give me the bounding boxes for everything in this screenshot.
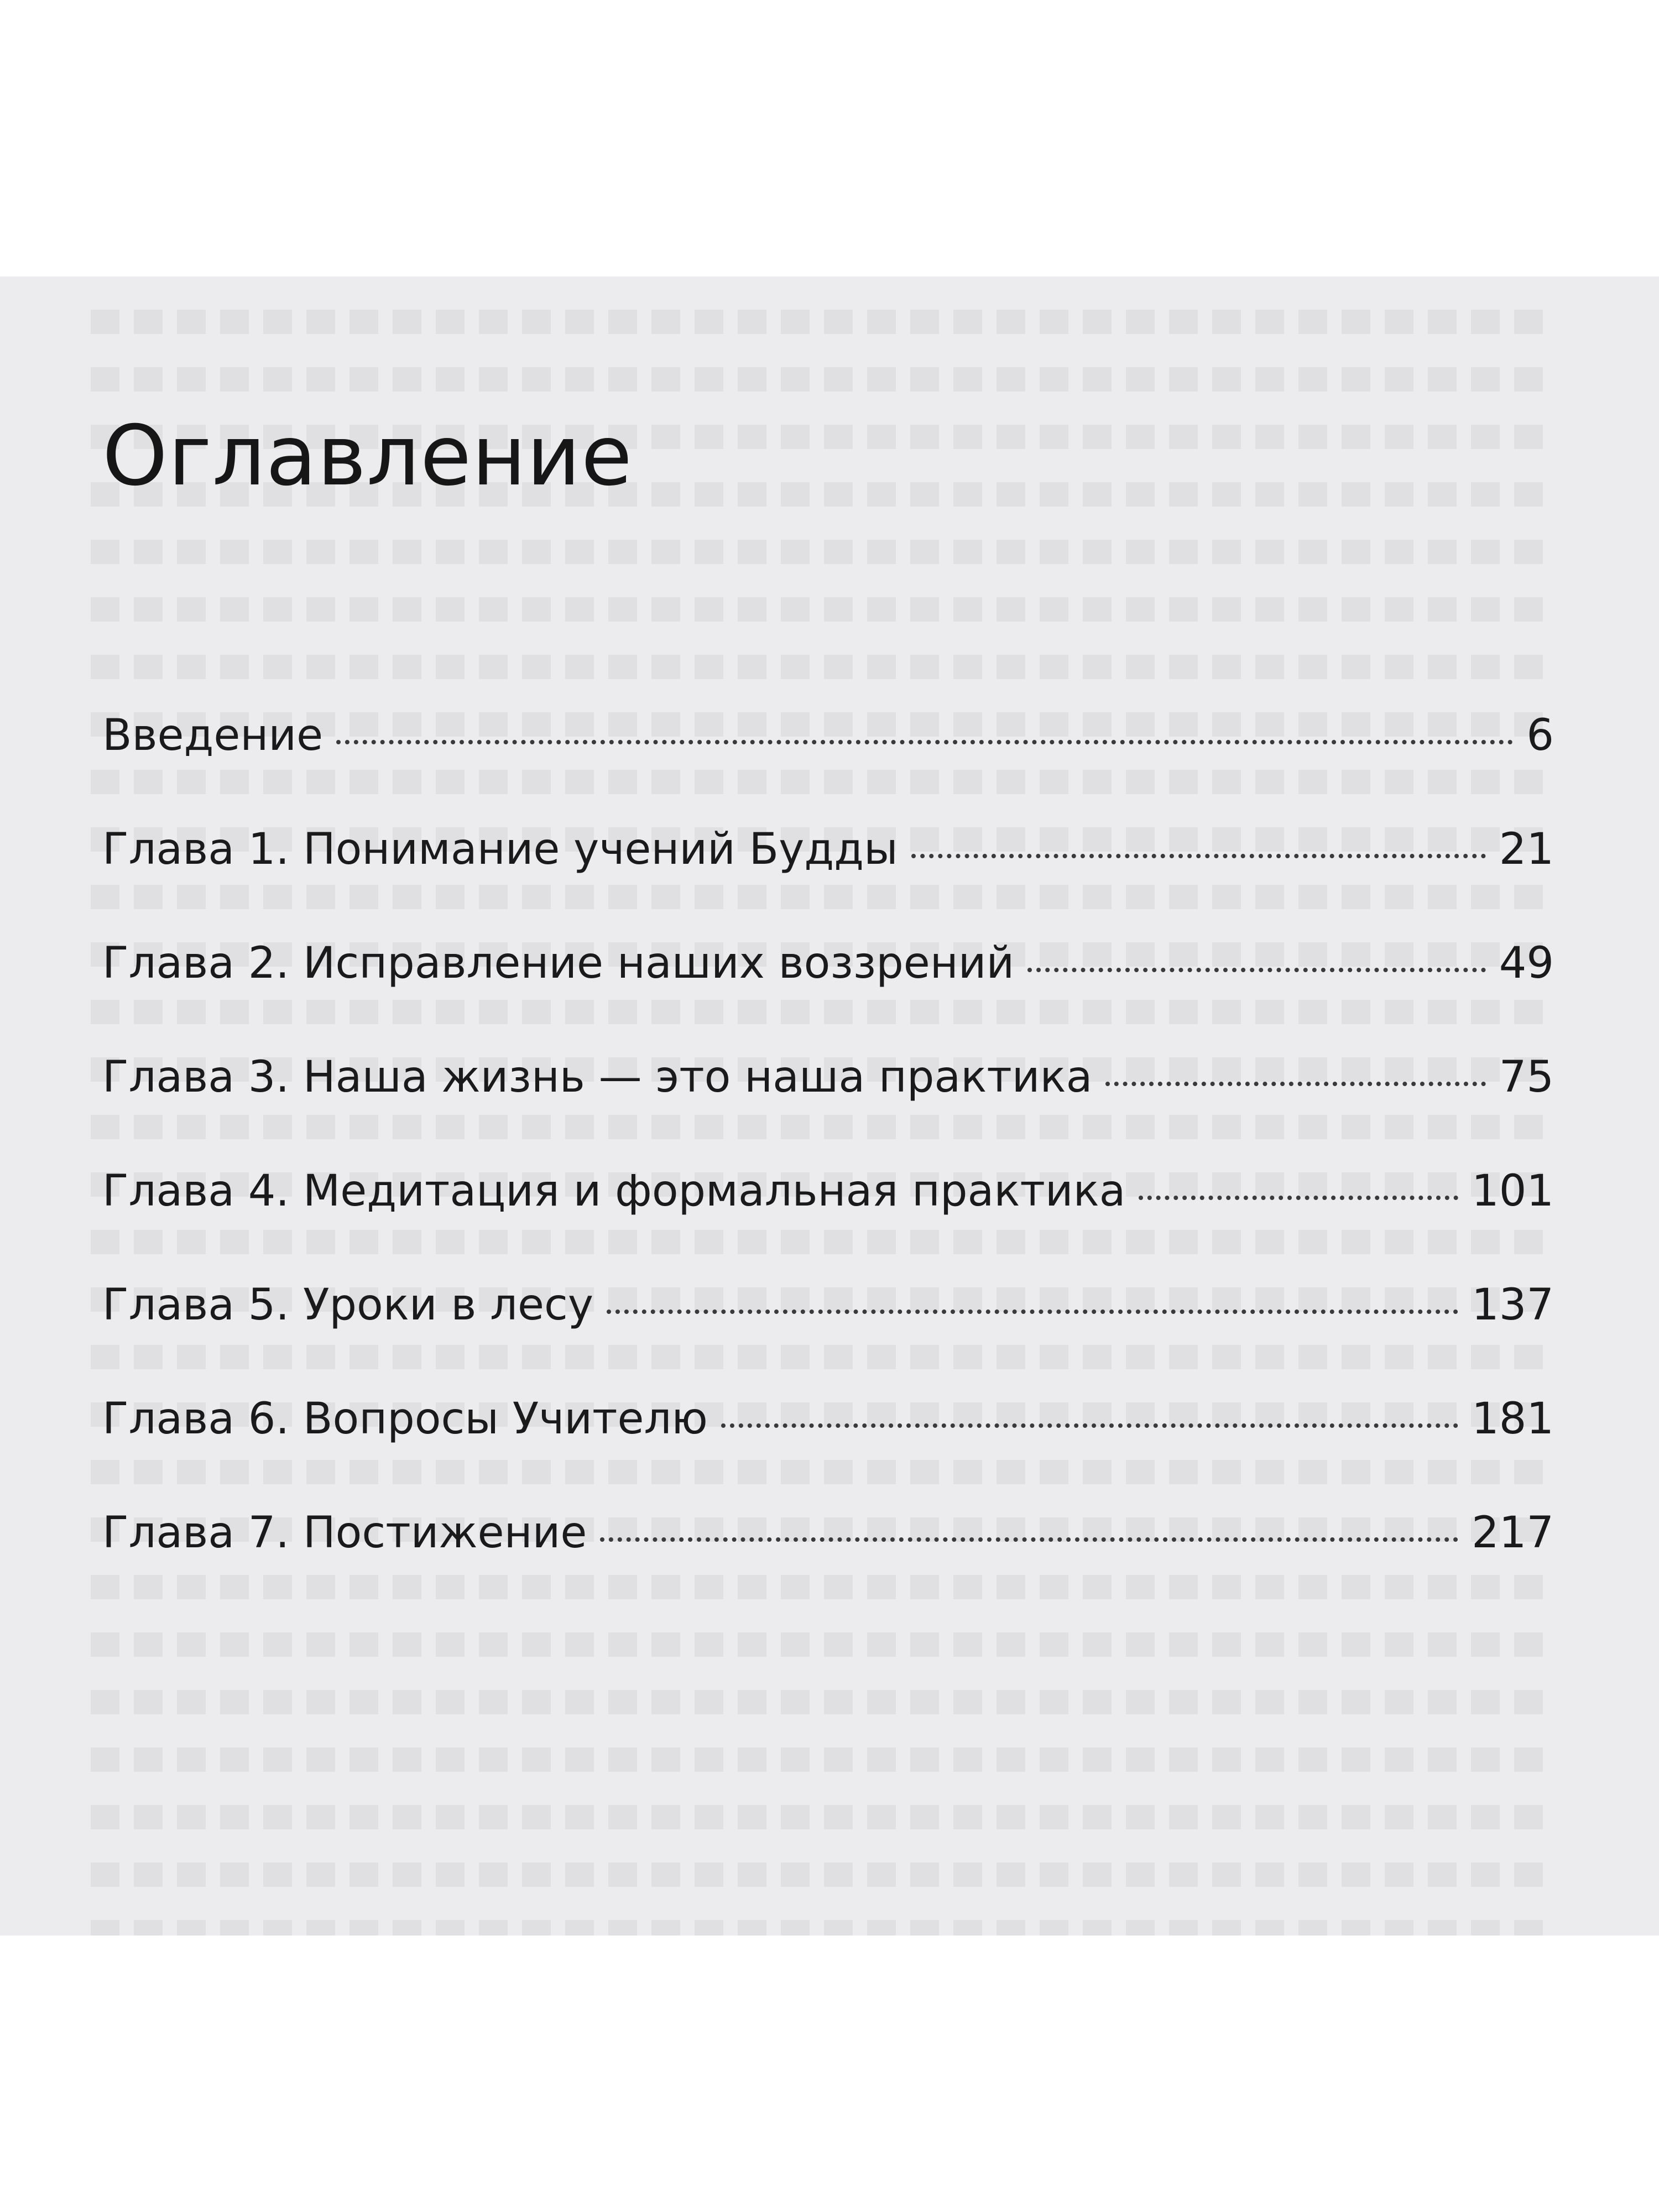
toc-entry-title: Глава 4. Медитация и формальная практика (102, 1166, 1126, 1216)
leader-dots (336, 740, 1513, 744)
toc-entry-page: 181 (1472, 1394, 1554, 1444)
toc-entry-title: Глава 7. Постижение (102, 1508, 587, 1558)
toc-entry-title: Глава 2. Исправление наших воззрений (102, 938, 1015, 988)
toc-entry[interactable] (102, 711, 1554, 825)
toc-entry[interactable] (102, 1394, 1554, 1508)
leader-dots (911, 854, 1486, 858)
toc-entry[interactable] (102, 938, 1554, 1052)
leader-dots (1139, 1196, 1458, 1200)
leader-dots (607, 1310, 1458, 1314)
toc-entry[interactable] (102, 1508, 1554, 1622)
toc-entry-title: Введение (102, 711, 324, 760)
leader-dots (721, 1423, 1458, 1428)
leader-dots (1105, 1082, 1485, 1086)
page-title: Оглавление (102, 408, 633, 504)
toc-entry-page: 21 (1499, 825, 1554, 874)
toc-entry[interactable] (102, 825, 1554, 938)
toc-entry-page: 6 (1526, 711, 1554, 760)
toc-entry-page: 217 (1472, 1508, 1554, 1558)
book-page (0, 276, 1659, 1936)
toc-entry-title: Глава 1. Понимание учений Будды (102, 825, 898, 874)
toc-entry-title: Глава 6. Вопросы Учителю (102, 1394, 708, 1444)
toc-entry[interactable] (102, 1166, 1554, 1280)
toc-entry-page: 75 (1499, 1052, 1554, 1102)
toc-entry[interactable] (102, 1280, 1554, 1394)
leader-dots (600, 1537, 1458, 1542)
toc-entry-title: Глава 3. Наша жизнь — это наша практика (102, 1052, 1093, 1102)
toc-entry-page: 101 (1472, 1166, 1554, 1216)
toc-entry-title: Глава 5. Уроки в лесу (102, 1280, 594, 1330)
toc-entry-page: 137 (1472, 1280, 1554, 1330)
toc-entry-page: 49 (1499, 938, 1554, 988)
toc-entry[interactable] (102, 1052, 1554, 1166)
table-of-contents (102, 711, 1554, 1622)
leader-dots (1027, 968, 1486, 972)
